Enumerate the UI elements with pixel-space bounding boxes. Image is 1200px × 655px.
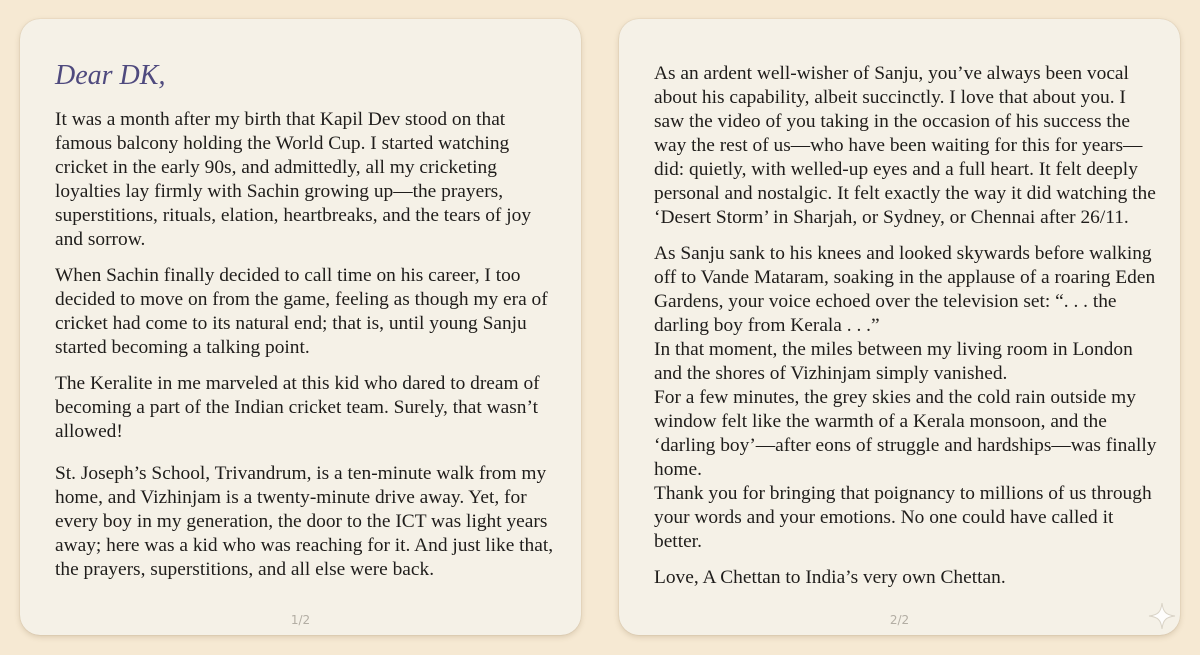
page-2-paragraph-1: As an ardent well-wisher of Sanju, you’ve always been vocal about his capability, albeit succinctly. I love that about you. I saw the video of you taking in the occasion of his success the way the rest of us—who have been waiting for this for years—did: quietly, with welled-up eyes and a full heart. It felt deeply personal and nostalgic. It felt exactly the way it did watching the ‘Desert Storm’ in Sharjah, or Sydney, or Chennai after 26/11.: [654, 63, 1156, 228]
letter-signoff: Love, A Chettan to India’s very own Chettan.: [654, 567, 1006, 588]
page-1-paragraph-2: When Sachin finally decided to call time on his career, I too decided to move on from the game, feeling as though my era of cricket had come to its natural end; that is, until young Sanju started becoming a talking point.: [55, 265, 548, 358]
page-number-2: 2/2: [889, 613, 910, 627]
page-2-paragraph-3: In that moment, the miles between my living room in London and the shores of Vizhinjam simply vanished.: [654, 339, 1133, 384]
page-2-paragraph-2: As Sanju sank to his knees and looked skywards before walking off to Vande Mataram, soaking in the applause of a roaring Eden Gardens, your voice echoed over the television set: “. . . the darling boy from Kerala . . .”: [654, 243, 1156, 336]
page-2-content: [654, 62, 1158, 602]
page-number-1: 1/2: [290, 613, 311, 627]
sparkle-icon: [1147, 601, 1177, 631]
page-2-paragraph-5: Thank you for bringing that poignancy to millions of us through your words and your emotions. No one could have called it better.: [654, 483, 1152, 552]
page-1-content: [55, 61, 559, 594]
page-1-paragraph-3: The Keralite in me marveled at this kid who dared to dream of becoming a part of the Indian cricket team. Surely, that wasn’t allowed!: [55, 373, 540, 442]
page-1-paragraph-1: It was a month after my birth that Kapil Dev stood on that famous balcony holding the World Cup. I started watching cricket in the early 90s, and admittedly, all my cricketing loyalties lay firmly with Sachin growing up—the prayers, superstitions, rituals, elation, heartbreaks, and the tears of joy and sorrow.: [55, 109, 532, 250]
letter-page-2: [619, 19, 1180, 635]
page-1-paragraph-4: St. Joseph’s School, Trivandrum, is a ten-minute walk from my home, and Vizhinjam is a twenty-minute drive away. Yet, for every boy in my generation, the door to the ICT was light years away; here was a kid who was reaching for it. And just like that, the prayers, superstitions, and all else were back.: [55, 463, 554, 580]
page-2-paragraph-4: For a few minutes, the grey skies and the cold rain outside my window felt like the warmth of a Kerala monsoon, and the ‘darling boy’—after eons of struggle and hardships—was finally home.: [654, 387, 1157, 480]
letter-page-1: [20, 19, 581, 635]
letter-greeting: Dear DK,: [55, 60, 166, 91]
